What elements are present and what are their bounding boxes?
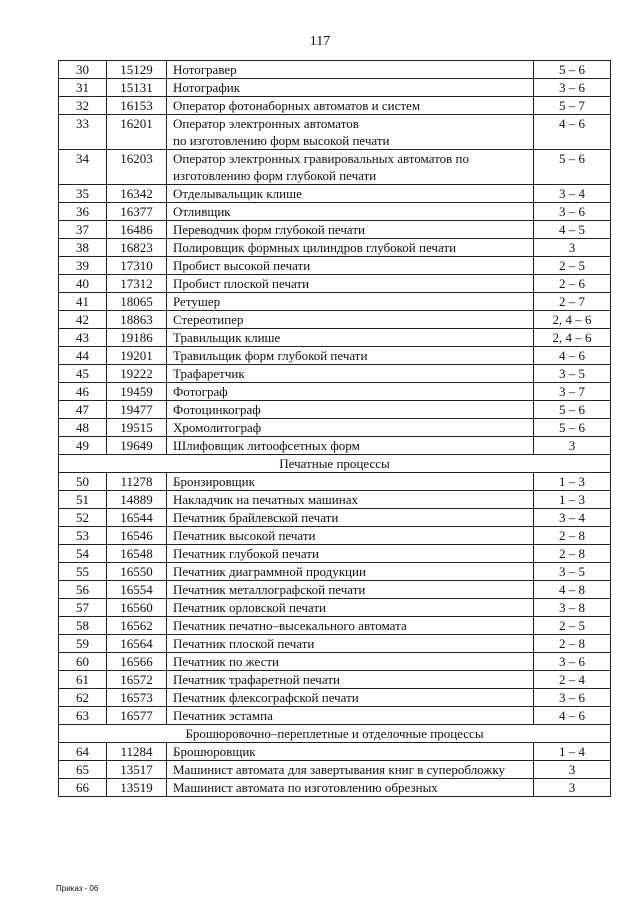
row-number: 43	[59, 329, 107, 347]
profession-code: 16572	[107, 671, 167, 689]
row-number: 41	[59, 293, 107, 311]
table-row	[59, 491, 611, 509]
profession-name: Печатник плоской печати	[167, 635, 534, 653]
table-row	[59, 581, 611, 599]
profession-code: 16342	[107, 185, 167, 203]
grade-range: 3 – 4	[534, 509, 611, 527]
profession-code: 11284	[107, 743, 167, 761]
profession-code: 19515	[107, 419, 167, 437]
grade-range: 3	[534, 761, 611, 779]
profession-name: Бронзировщик	[167, 473, 534, 491]
grade-range: 2, 4 – 6	[534, 329, 611, 347]
row-number: 33	[59, 115, 107, 150]
row-number: 40	[59, 275, 107, 293]
profession-code: 19459	[107, 383, 167, 401]
table-row	[59, 707, 611, 725]
table-row	[59, 743, 611, 761]
grade-range: 3	[534, 779, 611, 797]
table-row	[59, 115, 611, 150]
table-row	[59, 473, 611, 491]
grade-range: 2 – 5	[534, 257, 611, 275]
profession-code: 16486	[107, 221, 167, 239]
grade-range: 4 – 8	[534, 581, 611, 599]
table-row	[59, 185, 611, 203]
profession-code: 16577	[107, 707, 167, 725]
profession-name: Фотограф	[167, 383, 534, 401]
table-row	[59, 671, 611, 689]
row-number: 35	[59, 185, 107, 203]
profession-name: Печатник брайлевской печати	[167, 509, 534, 527]
profession-name: Нотогравер	[167, 61, 534, 79]
grade-range: 3 – 8	[534, 599, 611, 617]
row-number: 64	[59, 743, 107, 761]
grade-range: 4 – 6	[534, 347, 611, 365]
grade-range: 3 – 6	[534, 689, 611, 707]
profession-name: Машинист автомата по изготовлению обрезных	[167, 779, 534, 797]
profession-name: Печатник диаграммной продукции	[167, 563, 534, 581]
grade-range: 4 – 5	[534, 221, 611, 239]
grade-range: 5 – 6	[534, 61, 611, 79]
grade-range: 5 – 6	[534, 150, 611, 185]
profession-code: 19222	[107, 365, 167, 383]
page-number: 117	[309, 34, 331, 49]
profession-code: 18065	[107, 293, 167, 311]
row-number: 59	[59, 635, 107, 653]
row-number: 44	[59, 347, 107, 365]
profession-code: 13519	[107, 779, 167, 797]
table-row	[59, 563, 611, 581]
table-row	[59, 617, 611, 635]
table-row	[59, 419, 611, 437]
profession-name: Пробист высокой печати	[167, 257, 534, 275]
profession-code: 16550	[107, 563, 167, 581]
row-number: 38	[59, 239, 107, 257]
row-number: 65	[59, 761, 107, 779]
profession-code: 18863	[107, 311, 167, 329]
table-row	[59, 97, 611, 115]
row-number: 60	[59, 653, 107, 671]
row-number: 51	[59, 491, 107, 509]
table-row	[59, 599, 611, 617]
professions-table	[58, 60, 611, 797]
row-number: 49	[59, 437, 107, 455]
table-row	[59, 653, 611, 671]
profession-code: 16153	[107, 97, 167, 115]
grade-range: 2 – 8	[534, 527, 611, 545]
table-row	[59, 150, 611, 185]
profession-name: Оператор электронных автоматов по изготовлению форм высокой печати	[167, 115, 534, 150]
section-title: Печатные процессы	[59, 455, 611, 473]
table-row	[59, 545, 611, 563]
row-number: 66	[59, 779, 107, 797]
table-row	[59, 311, 611, 329]
profession-code: 16823	[107, 239, 167, 257]
profession-name: Полировщик формных цилиндров глубокой печати	[167, 239, 534, 257]
table-row	[59, 61, 611, 79]
row-number: 55	[59, 563, 107, 581]
profession-name: Печатник орловской печати	[167, 599, 534, 617]
profession-code: 16201	[107, 115, 167, 150]
profession-code: 16560	[107, 599, 167, 617]
row-number: 52	[59, 509, 107, 527]
table-row	[59, 761, 611, 779]
profession-name: Печатник эстампа	[167, 707, 534, 725]
profession-code: 16573	[107, 689, 167, 707]
grade-range: 3 – 5	[534, 563, 611, 581]
profession-code: 17312	[107, 275, 167, 293]
grade-range: 3 – 4	[534, 185, 611, 203]
row-number: 36	[59, 203, 107, 221]
grade-range: 2 – 5	[534, 617, 611, 635]
profession-code: 16377	[107, 203, 167, 221]
profession-name: Накладчик на печатных машинах	[167, 491, 534, 509]
row-number: 31	[59, 79, 107, 97]
table-row	[59, 257, 611, 275]
row-number: 61	[59, 671, 107, 689]
grade-range: 2 – 6	[534, 275, 611, 293]
row-number: 46	[59, 383, 107, 401]
row-number: 37	[59, 221, 107, 239]
profession-name: Трафаретчик	[167, 365, 534, 383]
table-row	[59, 329, 611, 347]
profession-code: 16562	[107, 617, 167, 635]
profession-name: Оператор фотонаборных автоматов и систем	[167, 97, 534, 115]
row-number: 30	[59, 61, 107, 79]
profession-name: Отливщик	[167, 203, 534, 221]
grade-range: 4 – 6	[534, 707, 611, 725]
profession-code: 19477	[107, 401, 167, 419]
table-row	[59, 203, 611, 221]
table-row	[59, 365, 611, 383]
grade-range: 5 – 6	[534, 401, 611, 419]
row-number: 45	[59, 365, 107, 383]
grade-range: 2 – 8	[534, 545, 611, 563]
table-row	[59, 293, 611, 311]
row-number: 57	[59, 599, 107, 617]
grade-range: 1 – 4	[534, 743, 611, 761]
table-row	[59, 221, 611, 239]
profession-name: Ретушер	[167, 293, 534, 311]
profession-name: Печатник трафаретной печати	[167, 671, 534, 689]
table-row	[59, 347, 611, 365]
profession-code: 15131	[107, 79, 167, 97]
profession-name: Травильщик форм глубокой печати	[167, 347, 534, 365]
profession-name: Машинист автомата для завертывания книг в суперобложку	[167, 761, 534, 779]
grade-range: 2 – 8	[534, 635, 611, 653]
grade-range: 3 – 7	[534, 383, 611, 401]
grade-range: 5 – 7	[534, 97, 611, 115]
profession-name: Печатник металлографской печати	[167, 581, 534, 599]
profession-name: Печатник флексографской печати	[167, 689, 534, 707]
profession-code: 17310	[107, 257, 167, 275]
grade-range: 5 – 6	[534, 419, 611, 437]
section-title: Брошюровочно–переплетные и отделочные процессы	[59, 725, 611, 743]
profession-name: Хромолитограф	[167, 419, 534, 437]
profession-name: Оператор электронных гравировальных автоматов по изготовлению форм глубокой печати	[167, 150, 534, 185]
row-number: 54	[59, 545, 107, 563]
profession-name: Пробист плоской печати	[167, 275, 534, 293]
grade-range: 3	[534, 239, 611, 257]
footer-mark: Приказ - 06	[56, 884, 99, 893]
row-number: 39	[59, 257, 107, 275]
table-row	[59, 275, 611, 293]
row-number: 47	[59, 401, 107, 419]
table-row	[59, 401, 611, 419]
grade-range: 3	[534, 437, 611, 455]
profession-name: Отделывальщик клише	[167, 185, 534, 203]
row-number: 56	[59, 581, 107, 599]
grade-range: 2 – 4	[534, 671, 611, 689]
profession-code: 15129	[107, 61, 167, 79]
grade-range: 3 – 6	[534, 203, 611, 221]
profession-name: Печатник высокой печати	[167, 527, 534, 545]
profession-code: 16546	[107, 527, 167, 545]
grade-range: 1 – 3	[534, 473, 611, 491]
profession-code: 19201	[107, 347, 167, 365]
profession-name: Стереотипер	[167, 311, 534, 329]
row-number: 53	[59, 527, 107, 545]
row-number: 48	[59, 419, 107, 437]
table-row	[59, 779, 611, 797]
grade-range: 3 – 5	[534, 365, 611, 383]
grade-range: 2, 4 – 6	[534, 311, 611, 329]
profession-name: Фотоцинкограф	[167, 401, 534, 419]
profession-code: 16203	[107, 150, 167, 185]
row-number: 63	[59, 707, 107, 725]
profession-code: 19186	[107, 329, 167, 347]
table-row	[59, 437, 611, 455]
row-number: 58	[59, 617, 107, 635]
grade-range: 2 – 7	[534, 293, 611, 311]
profession-code: 16548	[107, 545, 167, 563]
profession-code: 14889	[107, 491, 167, 509]
profession-code: 19649	[107, 437, 167, 455]
profession-name: Печатник глубокой печати	[167, 545, 534, 563]
table-row	[59, 79, 611, 97]
professions-table-body	[59, 61, 611, 797]
profession-code: 16554	[107, 581, 167, 599]
grade-range: 3 – 6	[534, 653, 611, 671]
row-number: 32	[59, 97, 107, 115]
grade-range: 3 – 6	[534, 79, 611, 97]
table-row	[59, 689, 611, 707]
row-number: 62	[59, 689, 107, 707]
row-number: 50	[59, 473, 107, 491]
grade-range: 1 – 3	[534, 491, 611, 509]
row-number: 34	[59, 150, 107, 185]
profession-name: Печатник печатно–высекального автомата	[167, 617, 534, 635]
profession-code: 13517	[107, 761, 167, 779]
profession-name: Брошюровщик	[167, 743, 534, 761]
profession-name: Печатник по жести	[167, 653, 534, 671]
table-row	[59, 509, 611, 527]
row-number: 42	[59, 311, 107, 329]
table-row	[59, 239, 611, 257]
profession-name: Переводчик форм глубокой печати	[167, 221, 534, 239]
profession-code: 16544	[107, 509, 167, 527]
table-row	[59, 635, 611, 653]
table-row	[59, 383, 611, 401]
profession-code: 16564	[107, 635, 167, 653]
grade-range: 4 – 6	[534, 115, 611, 150]
section-header-row	[59, 455, 611, 473]
section-header-row	[59, 725, 611, 743]
profession-name: Нотографик	[167, 79, 534, 97]
profession-code: 11278	[107, 473, 167, 491]
table-row	[59, 527, 611, 545]
profession-name: Травильщик клише	[167, 329, 534, 347]
profession-name: Шлифовщик литоофсетных форм	[167, 437, 534, 455]
profession-code: 16566	[107, 653, 167, 671]
